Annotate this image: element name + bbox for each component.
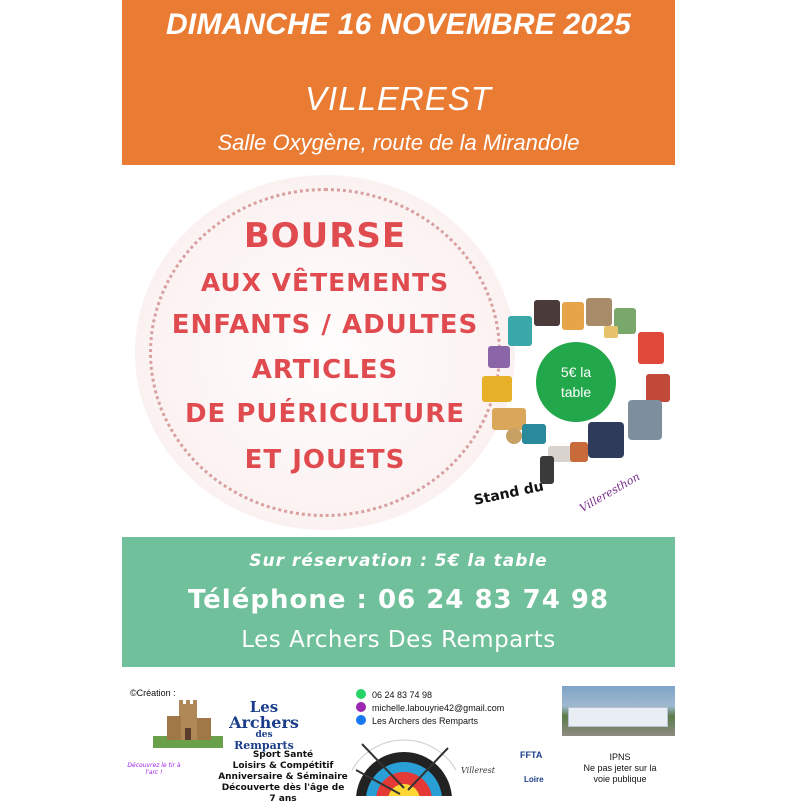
headline-line-5: DE PUÉRICULTURE bbox=[184, 399, 466, 429]
ipns-line-3: voie publique bbox=[593, 774, 647, 784]
ipns-line-2: Ne pas jeter sur la bbox=[583, 763, 657, 773]
price-badge bbox=[536, 342, 616, 422]
event-header bbox=[122, 0, 675, 165]
contact-phone bbox=[356, 689, 432, 700]
phone-icon bbox=[356, 689, 366, 699]
headline-line-1: BOURSE bbox=[243, 216, 407, 256]
contact-phone-text: 06 24 83 74 98 bbox=[372, 690, 433, 700]
discover-archery-sticker: Découvrez le tir à l'arc ! bbox=[127, 762, 181, 776]
castle-icon bbox=[153, 698, 223, 748]
contact-email-text: michelle.labouyrie42@gmail.com bbox=[372, 703, 505, 713]
ipns-notice bbox=[565, 752, 675, 785]
ipns-line-1: IPNS bbox=[609, 752, 631, 762]
villeresthon-logo: Villeresthon bbox=[577, 470, 643, 515]
contact-facebook-text: Les Archers des Remparts bbox=[372, 716, 479, 726]
price-badge-line-1: 5€ la bbox=[560, 364, 592, 380]
event-city: VILLEREST bbox=[305, 80, 492, 117]
event-date: DIMANCHE 16 NOVEMBRE 2025 bbox=[165, 8, 632, 41]
headline-line-3: ENFANTS / ADULTES bbox=[171, 310, 479, 340]
ffta-logo: FFTA bbox=[520, 750, 543, 760]
event-venue: Salle Oxygène, route de la Mirandole bbox=[217, 130, 580, 155]
stand-du-label: Stand du bbox=[472, 478, 546, 509]
loire-logo: Loire bbox=[524, 775, 544, 784]
archers-logo-remparts: Remparts bbox=[234, 739, 294, 752]
price-badge-line-2: table bbox=[560, 384, 592, 400]
archers-logo bbox=[218, 700, 310, 751]
phone-line: Téléphone : 06 24 83 74 98 bbox=[187, 585, 610, 615]
contact-email bbox=[356, 702, 504, 713]
headline-line-4: ARTICLES bbox=[251, 355, 399, 385]
slogan-line-2: Loisirs & Compétitif bbox=[232, 761, 334, 771]
facebook-icon bbox=[356, 715, 366, 725]
email-icon bbox=[356, 702, 366, 712]
headline-line-6: ET JOUETS bbox=[244, 445, 406, 475]
contact-facebook bbox=[356, 715, 478, 726]
club-name: Les Archers Des Remparts bbox=[241, 627, 556, 653]
villerest-town-logo: Villerest bbox=[461, 766, 495, 775]
archers-logo-des: des bbox=[255, 730, 273, 740]
reservation-line: Sur réservation : 5€ la table bbox=[249, 551, 548, 571]
headline-line-2: AUX VÊTEMENTS bbox=[200, 268, 450, 297]
slogan-line-4: Découverte dès l'âge de 7 ans bbox=[221, 783, 345, 804]
archers-logo-les: Les bbox=[249, 698, 279, 716]
slogan-line-1: Sport Santé bbox=[252, 750, 314, 760]
creation-label: ©Création : bbox=[130, 688, 176, 698]
archers-logo-archers: Archers bbox=[229, 713, 299, 732]
archery-target-icon bbox=[352, 730, 456, 796]
slogan-line-3: Anniversaire & Séminaire bbox=[218, 772, 348, 782]
reservation-band bbox=[122, 537, 675, 667]
club-banner bbox=[568, 707, 668, 727]
club-slogan bbox=[218, 750, 348, 805]
